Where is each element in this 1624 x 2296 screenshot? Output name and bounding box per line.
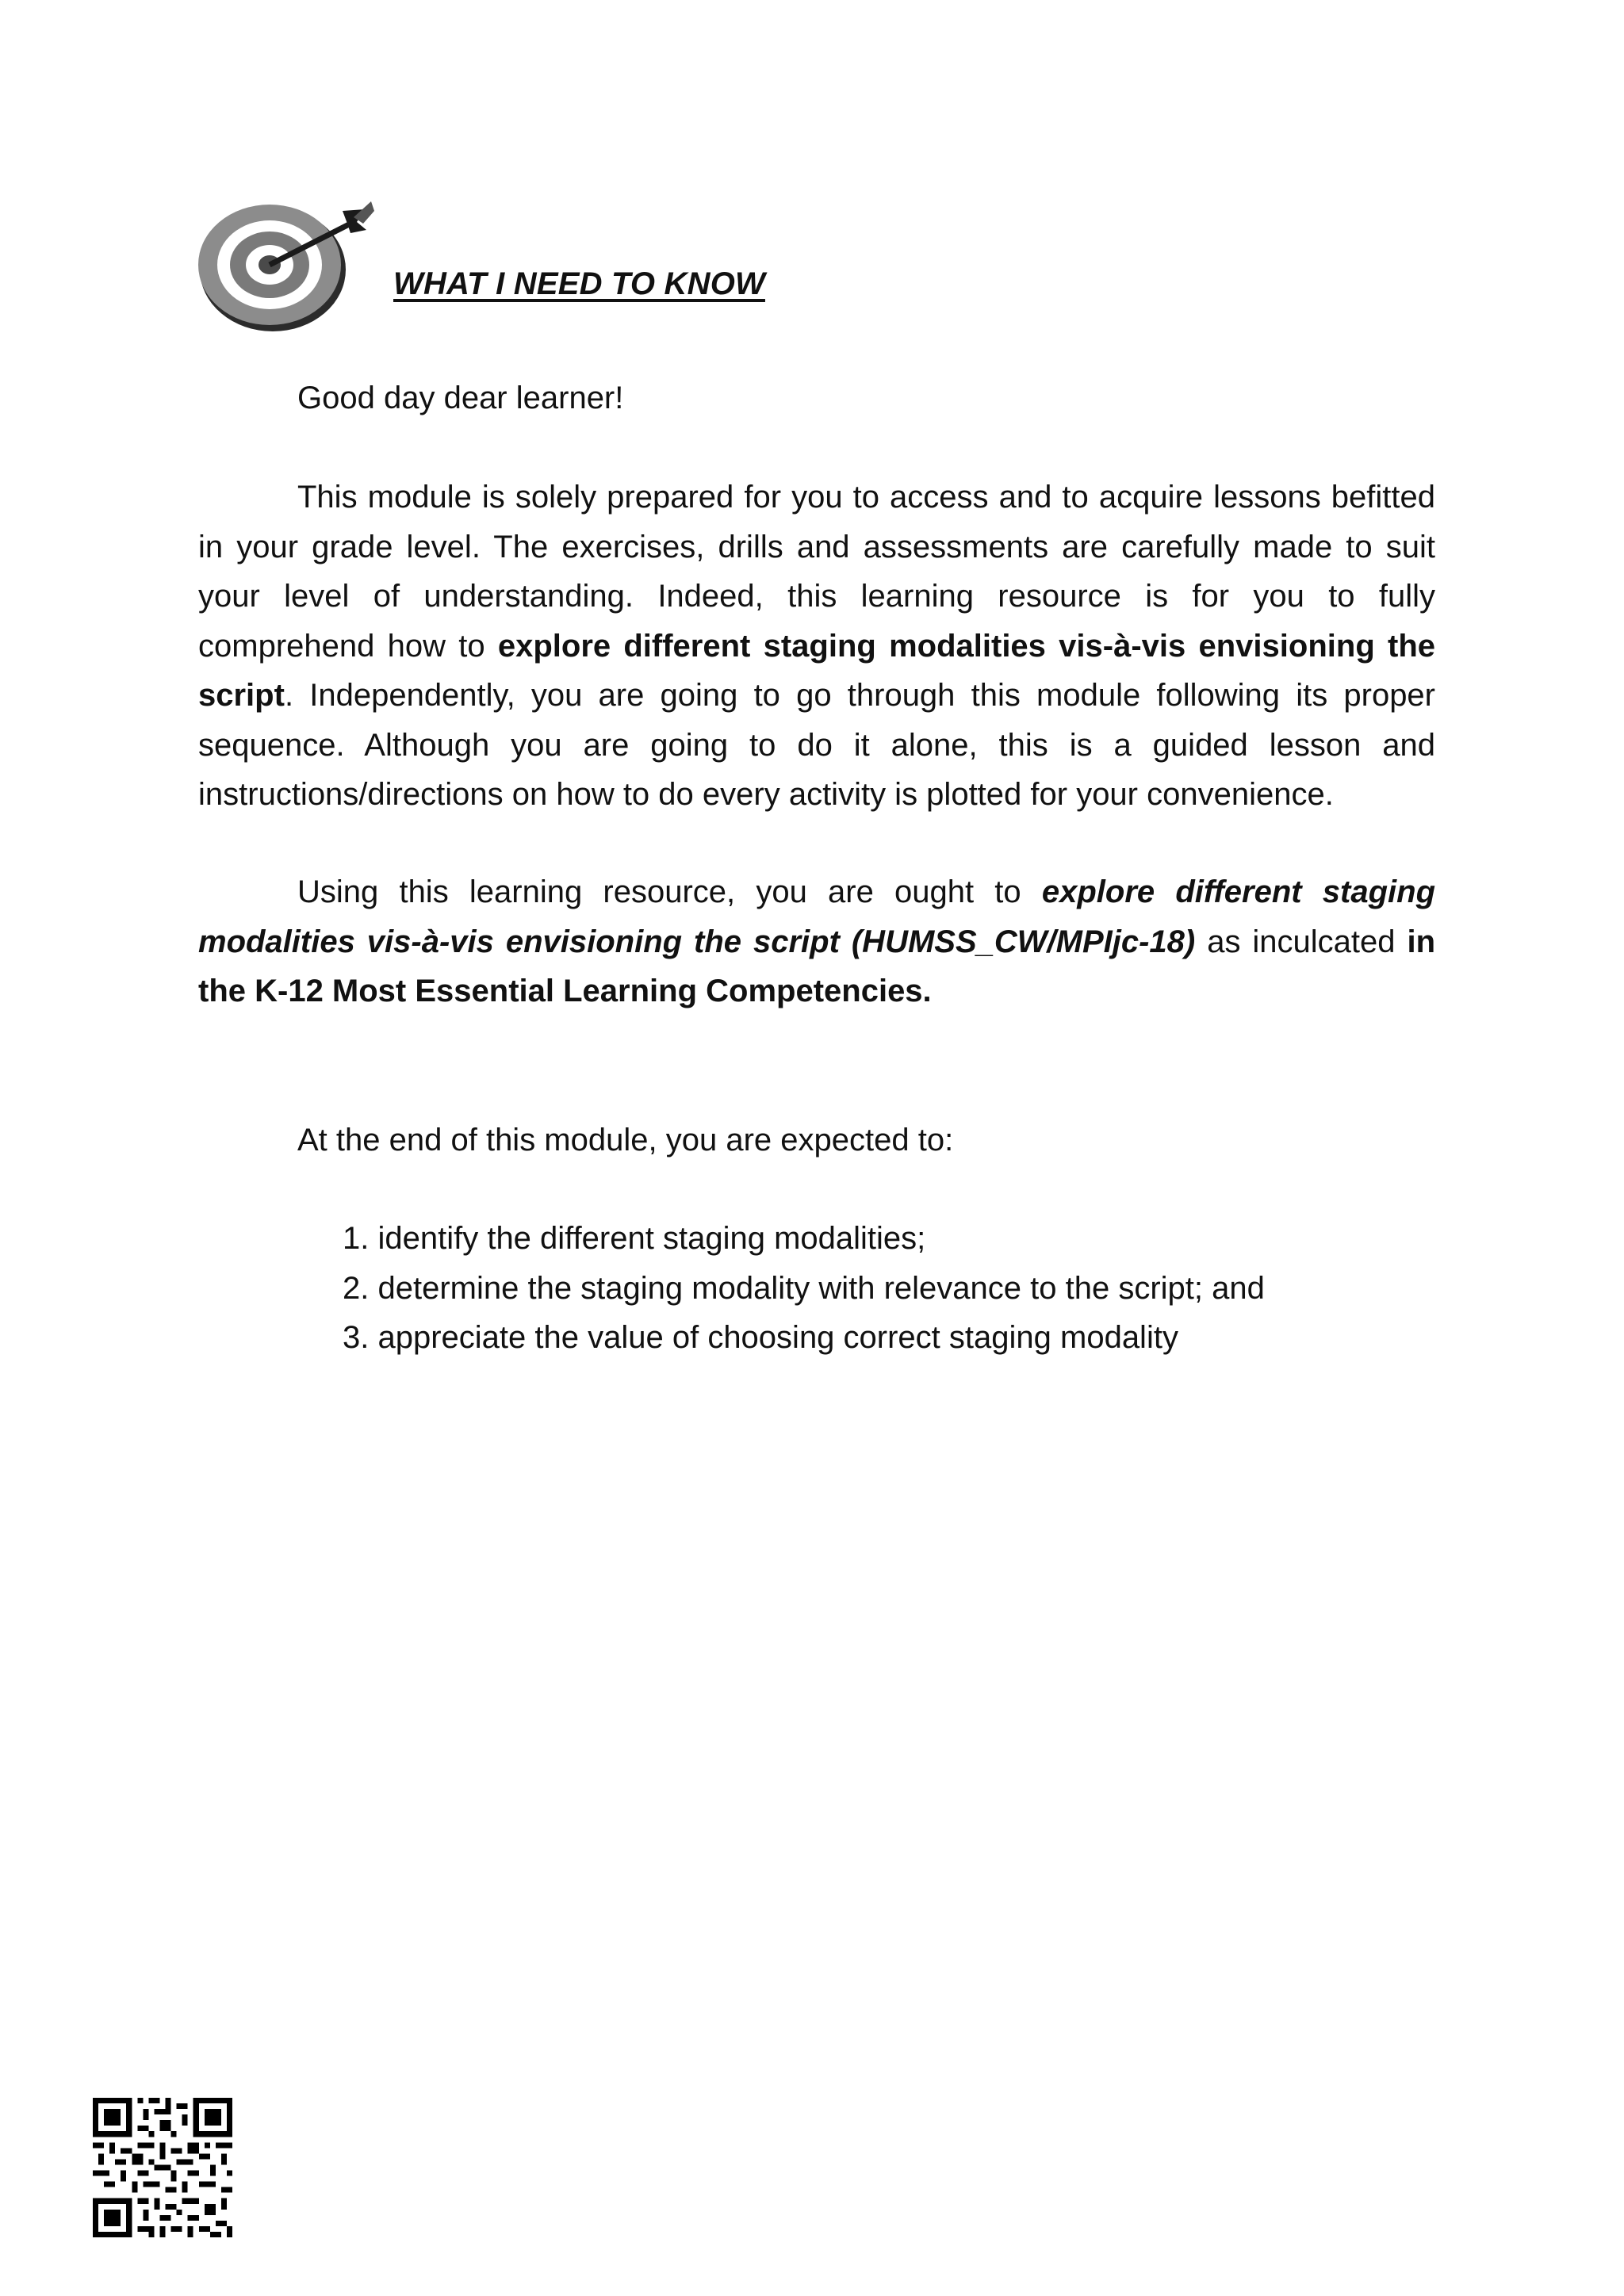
- intro-text-2: . Independently, you are going to go through this module following its proper sequence. Although you are going to do it alone, this is a guided lesson and instructions/directions on how to do every activity is plotted for your convenience.: [198, 678, 1435, 812]
- target-icon: [195, 195, 374, 335]
- competency-paragraph: [198, 867, 1435, 1016]
- competency-code: explore different staging modalities vis-à-vis envisioning the script (HUMSS_CW/MPIjc-18): [198, 874, 1436, 959]
- melc-reference: in the K-12 Most Essential Learning Competencies.: [198, 924, 1436, 1008]
- expectations-intro-text: At the end of this module, you are expected to:: [297, 1123, 954, 1158]
- intro-paragraph: [198, 473, 1435, 820]
- competency-paragraph-text: [198, 867, 1435, 1016]
- competency-text-1: Using this learning resource, you are ought to: [297, 874, 1042, 909]
- qr-code-icon: [93, 2098, 232, 2237]
- expectations-intro: [198, 1115, 1435, 1165]
- intro-bold-competency: explore different staging modalities vis-à-vis envisioning the script: [198, 628, 1435, 713]
- greeting-line: Good day dear learner!: [297, 381, 624, 415]
- section-title: WHAT I NEED TO KNOW: [393, 266, 765, 301]
- intro-paragraph-text: [198, 473, 1435, 820]
- objective-item: 1. identify the different staging modalities;: [343, 1221, 926, 1256]
- objective-item: 3. appreciate the value of choosing correct staging modality: [343, 1320, 1178, 1355]
- competency-text-2: as inculcated: [1195, 924, 1408, 959]
- intro-text-1: This module is solely prepared for you to access and to acquire lessons befitted in your grade level. The exercises, drills and assessments are carefully made to suit your level of understanding. Indeed, this learning resource is for you to fully comprehend how to: [198, 480, 1435, 664]
- objective-item: 2. determine the staging modality with relevance to the script; and: [343, 1270, 1265, 1306]
- greeting-text: [198, 373, 1435, 423]
- objectives-list: [343, 1214, 1265, 1363]
